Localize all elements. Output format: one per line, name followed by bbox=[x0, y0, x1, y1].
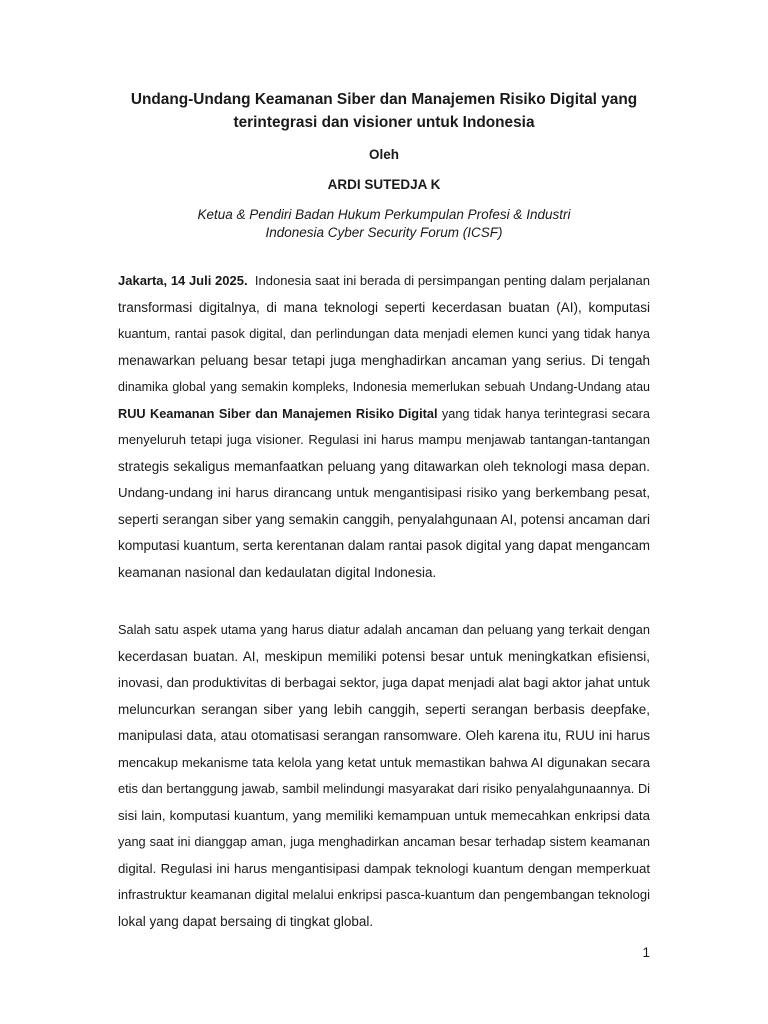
document-title bbox=[100, 88, 668, 134]
title-line: Undang-Undang Keamanan Siber dan Manajemen Risiko Digital yang bbox=[130, 91, 638, 108]
paragraph bbox=[118, 617, 650, 935]
affiliation-line: Ketua & Pendiri Badan Hukum Perkumpulan Profesi & Industri bbox=[197, 207, 571, 222]
paragraph-line: kuantum, rantai pasok digital, dan perlindungan data menjadi elemen kunci yang tidak hanya bbox=[118, 326, 650, 341]
paragraph-line: strategis sekaligus memanfaatkan peluang yang ditawarkan oleh teknologi masa depan. bbox=[118, 458, 650, 474]
paragraph-line: kecerdasan buatan. AI, meskipun memiliki potensi besar untuk meningkatkan efisiensi, bbox=[118, 648, 650, 664]
paragraph-line: dinamika global yang semakin kompleks, Indonesia memerlukan sebuah Undang-Undang atau bbox=[118, 380, 650, 394]
author-name: ARDI SUTEDJA K bbox=[327, 177, 441, 192]
paragraph-line: infrastruktur keamanan digital melalui enkripsi pasca-kuantum dan pengembangan teknologi bbox=[118, 887, 650, 902]
paragraph-line: Undang-undang ini harus dirancang untuk mengantisipasi risiko yang berkembang pesat, bbox=[118, 485, 650, 500]
paragraph-line: transformasi digitalnya, di mana teknologi seperti kecerdasan buatan (AI), komputasi bbox=[118, 299, 650, 315]
paragraph-line: inovasi, dan produktivitas di berbagai sektor, juga dapat menjadi alat bagi aktor jahat untuk bbox=[118, 675, 650, 690]
paragraph-line: etis dan bertanggung jawab, sambil melindungi masyarakat dari risiko penyalahgunaannya. Di bbox=[118, 781, 650, 796]
paragraph-line: manipulasi data, atau otomatisasi serangan ransomware. Oleh karena itu, RUU ini harus bbox=[118, 728, 650, 743]
byline: Oleh bbox=[368, 147, 399, 162]
paragraph-line: menyeluruh tetapi juga visioner. Regulasi ini harus mampu menjawab tantangan-tantangan bbox=[118, 432, 650, 447]
paragraph-line: sisi lain, komputasi kuantum, yang memiliki kemampuan untuk memecahkan enkripsi data bbox=[118, 807, 650, 823]
paragraph-line: yang saat ini dianggap aman, juga menghadirkan ancaman besar terhadap sistem keamanan bbox=[118, 834, 650, 849]
affiliation-line: Indonesia Cyber Security Forum (ICSF) bbox=[265, 225, 503, 240]
paragraph-line: lokal yang dapat bersaing di tingkat global. bbox=[118, 913, 374, 929]
bill-name: RUU Keamanan Siber dan Manajemen Risiko Digital bbox=[118, 405, 438, 421]
paragraph-line bbox=[118, 268, 650, 295]
page-number: 1 bbox=[642, 945, 650, 960]
paragraph-line: meluncurkan serangan siber yang lebih canggih, seperti serangan berbasis deepfake, bbox=[118, 701, 650, 717]
paragraph-line: Salah satu aspek utama yang harus diatur adalah ancaman dan peluang yang terkait dengan bbox=[118, 622, 650, 637]
line-text: yang tidak hanya terintegrasi secara bbox=[437, 405, 650, 421]
title-line: terintegrasi dan visioner untuk Indonesia bbox=[233, 114, 535, 131]
paragraph-line bbox=[118, 401, 650, 428]
paragraph-line: menawarkan peluang besar tetapi juga menghadirkan ancaman yang serius. Di tengah bbox=[118, 352, 650, 368]
line-text: Indonesia saat ini berada di persimpangan penting dalam perjalanan bbox=[247, 273, 650, 288]
author-affiliation bbox=[100, 206, 668, 242]
paragraph-line: keamanan nasional dan kedaulatan digital Indonesia. bbox=[118, 564, 437, 580]
paragraph-line: komputasi kuantum, serta kerentanan dalam rantai pasok digital yang dapat mengancam bbox=[118, 538, 650, 553]
paragraph-line: seperti serangan siber yang semakin canggih, penyalahgunaan AI, potensi ancaman dari bbox=[118, 511, 650, 527]
paragraph bbox=[118, 268, 650, 586]
dateline: Jakarta, 14 Juli 2025. bbox=[118, 273, 248, 288]
paragraph-line: mencakup mekanisme tata kelola yang ketat untuk memastikan bahwa AI digunakan secara bbox=[118, 754, 650, 770]
paragraph-line: digital. Regulasi ini harus mengantisipasi dampak teknologi kuantum dengan memperkuat bbox=[118, 860, 650, 876]
